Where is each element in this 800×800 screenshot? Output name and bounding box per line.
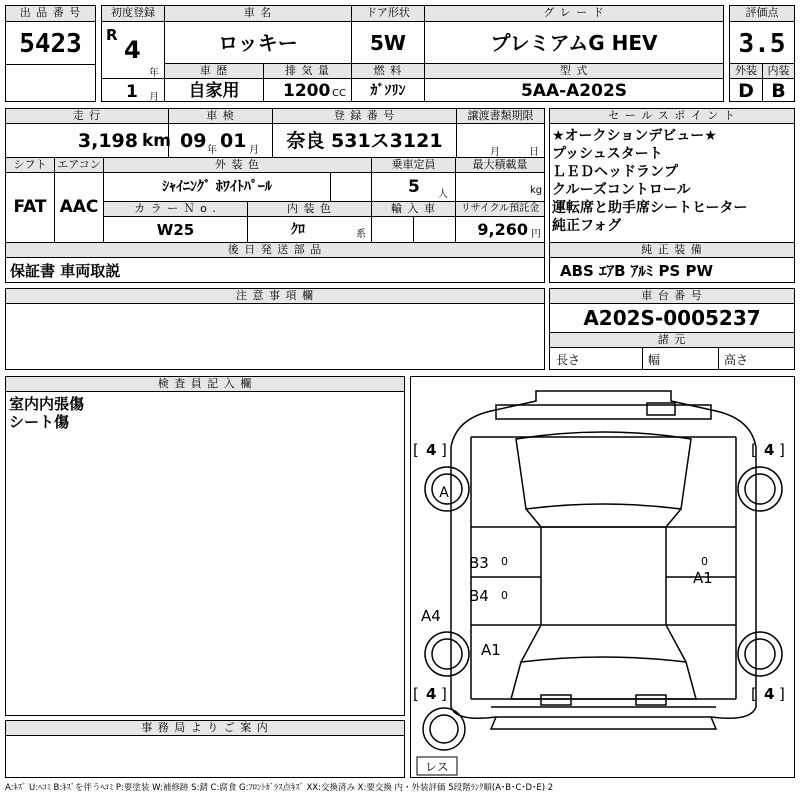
sales-point-item: ＬＥＤヘッドランプ <box>552 164 678 180</box>
tire-bracket: [ <box>413 685 419 703</box>
max-load-unit: kg <box>530 185 543 196</box>
inspector-note: シート傷 <box>9 413 70 431</box>
tire-tread-rear-right: 4 <box>764 685 775 703</box>
exterior-score-label: 外装 <box>730 64 762 79</box>
inspector-note: 室内内張傷 <box>9 395 85 413</box>
chassis-label: 車 台 番 号 <box>550 289 794 304</box>
grade-label: グ レ ー ド <box>425 6 723 22</box>
later-parts-value: 保証書 車両取説 <box>10 262 121 280</box>
mileage-value: 3,198 <box>77 130 138 152</box>
sales-point-item: 純正フォグ <box>552 218 622 234</box>
color-no-value: W25 <box>156 221 195 239</box>
fuel-value: ｶﾞｿﾘﾝ <box>370 83 406 99</box>
lot-number-box <box>5 5 96 102</box>
tire-bracket: [ <box>751 685 757 703</box>
first-registration-label: 初度登録 <box>102 6 164 22</box>
specs-length-label: 長さ <box>556 353 581 367</box>
sales-points-box <box>549 108 795 283</box>
transfer-doc-month-unit: 月 <box>490 147 500 158</box>
inspection-month: 01 <box>220 130 247 152</box>
equipment-label: 純 正 装 備 <box>550 243 794 258</box>
displacement-unit: CC <box>332 88 346 99</box>
first-registration-era: R <box>106 26 118 44</box>
exterior-color-label: 外 装 色 <box>104 158 371 173</box>
sales-points-label: セ ー ル ス ポ イ ン ト <box>550 109 794 124</box>
displacement-label: 排 気 量 <box>264 64 351 79</box>
shift-label: シフト <box>6 158 54 173</box>
first-registration-month-unit: 月 <box>149 92 159 103</box>
capacity-unit: 人 <box>438 189 448 200</box>
transfer-doc-day-unit: 日 <box>529 147 539 158</box>
later-parts-label: 後 日 発 送 部 品 <box>6 243 544 258</box>
inspection-label: 車 検 <box>169 109 272 124</box>
sales-point-item: クルーズコントロール <box>552 182 691 198</box>
score-box <box>729 5 795 102</box>
damage-mark: 0 <box>501 555 508 568</box>
chassis-value: A202S-0005237 <box>583 306 761 330</box>
aircon-value: AAC <box>59 197 99 217</box>
spare-tire-note: レス <box>425 760 449 774</box>
aircon-label: エアコン <box>55 158 103 173</box>
model-label: 型 式 <box>425 64 723 79</box>
damage-mark: A <box>439 485 449 501</box>
notes-box <box>5 288 545 370</box>
model-value: 5AA-A202S <box>520 81 628 101</box>
sales-point-item: 運転席と助手席シートヒーター <box>552 200 748 216</box>
details-box <box>5 108 545 283</box>
tire-bracket: ] <box>779 685 785 703</box>
inspection-year: 09 <box>180 130 207 152</box>
damage-mark: A1 <box>693 569 713 587</box>
interior-color-unit: 系 <box>356 229 366 240</box>
specs-width-label: 幅 <box>648 353 661 367</box>
first-registration-month: 1 <box>126 82 138 102</box>
damage-mark: A1 <box>481 641 501 659</box>
notes-label: 注 意 事 項 欄 <box>6 289 544 304</box>
lot-number-label: 出 品 番 号 <box>6 6 95 22</box>
max-load-label: 最大積載量 <box>456 158 544 173</box>
tire-tread-rear-left: 4 <box>426 685 437 703</box>
interior-score-label: 内装 <box>763 64 794 79</box>
first-registration-year-unit: 年 <box>149 68 159 79</box>
registration-value: 奈良 531ス3121 <box>286 130 443 152</box>
score-label: 評価点 <box>730 6 794 22</box>
exterior-score-value: D <box>738 80 754 102</box>
tire-bracket: ] <box>441 441 447 459</box>
tire-bracket: [ <box>413 441 419 459</box>
mileage-unit: km <box>142 131 172 151</box>
damage-mark: B4 <box>469 587 489 605</box>
shift-value: FAT <box>13 197 47 217</box>
door-label: ドア形状 <box>352 6 424 22</box>
office-box <box>5 720 405 778</box>
color-no-label: カ ラ ー Ｎ o . <box>104 202 247 217</box>
damage-mark: 0 <box>501 589 508 602</box>
chassis-box <box>549 288 795 370</box>
inspector-box <box>5 376 405 716</box>
interior-color-value: ｸﾛ <box>291 222 305 238</box>
equipment-value: ABS ｴｱB ｱﾙﾐ PS PW <box>560 262 714 280</box>
first-registration-box <box>101 5 165 102</box>
tire-bracket: ] <box>779 441 785 459</box>
interior-color-label: 内 装 色 <box>248 202 371 217</box>
specs-height-label: 高さ <box>724 353 749 367</box>
car-name-label: 車 名 <box>165 6 351 22</box>
car-info-box <box>164 5 724 102</box>
specs-label: 諸 元 <box>550 333 794 348</box>
inspection-year-unit: 年 <box>207 145 217 156</box>
sales-point-item: ★オークションデビュー★ <box>552 128 717 144</box>
registration-label: 登 録 番 号 <box>273 109 456 124</box>
tire-tread-front-right: 4 <box>764 441 775 459</box>
exterior-color-value: ｼｬｲﾆﾝｸﾞ ﾎﾜｲﾄﾊﾟｰﾙ <box>162 179 272 195</box>
car-diagram <box>411 377 794 777</box>
recycle-value: 9,260 <box>477 220 528 239</box>
damage-mark: B3 <box>469 554 489 572</box>
displacement-value: 1200 <box>283 81 331 101</box>
interior-score-value: B <box>771 80 786 102</box>
legend-text: A:ｷｽﾞ U:ﾍｺﾐ B:ｷｽﾞを伴うﾍｺﾐ P:要塗装 W:補修跡 S:錆 C:腐食 G:ﾌﾛﾝﾄｶﾞﾗｽ点ｷｽﾞ XX:交換済み X:要交換 内・外装評価 5段階ﾗﾝｸ順(A･B･C･D･E) 2 <box>5 783 554 793</box>
grade-value: プレミアムG HEV <box>490 31 658 55</box>
damage-mark: 0 <box>701 555 708 568</box>
recycle-unit: 円 <box>531 229 541 240</box>
car-name-value: ロッキー <box>218 31 298 55</box>
door-value: 5W <box>370 31 406 55</box>
inspector-label: 検 査 員 記 入 欄 <box>6 377 404 392</box>
office-label: 事 務 局 よ り ご 案 内 <box>6 721 404 736</box>
import-label: 輸 入 車 <box>372 202 455 217</box>
fuel-label: 燃 料 <box>352 64 424 79</box>
transfer-doc-label: 譲渡書類期限 <box>457 109 544 124</box>
mileage-label: 走 行 <box>6 109 168 124</box>
score-value: 3.5 <box>738 29 786 59</box>
inspection-month-unit: 月 <box>249 145 259 156</box>
history-label: 車 歴 <box>165 64 263 79</box>
lot-number-value: 5423 <box>19 29 82 59</box>
capacity-label: 乗車定員 <box>372 158 455 173</box>
tire-bracket: ] <box>441 685 447 703</box>
history-value: 自家用 <box>188 81 240 101</box>
capacity-value: 5 <box>408 177 420 197</box>
tire-tread-front-left: 4 <box>426 441 437 459</box>
damage-mark: A4 <box>421 607 441 625</box>
tire-bracket: [ <box>751 441 757 459</box>
car-diagram-box <box>410 376 795 778</box>
recycle-label: リサイクル預託金 <box>456 202 544 217</box>
first-registration-year: 4 <box>124 36 141 64</box>
sales-point-item: プッシュスタート <box>552 146 663 162</box>
